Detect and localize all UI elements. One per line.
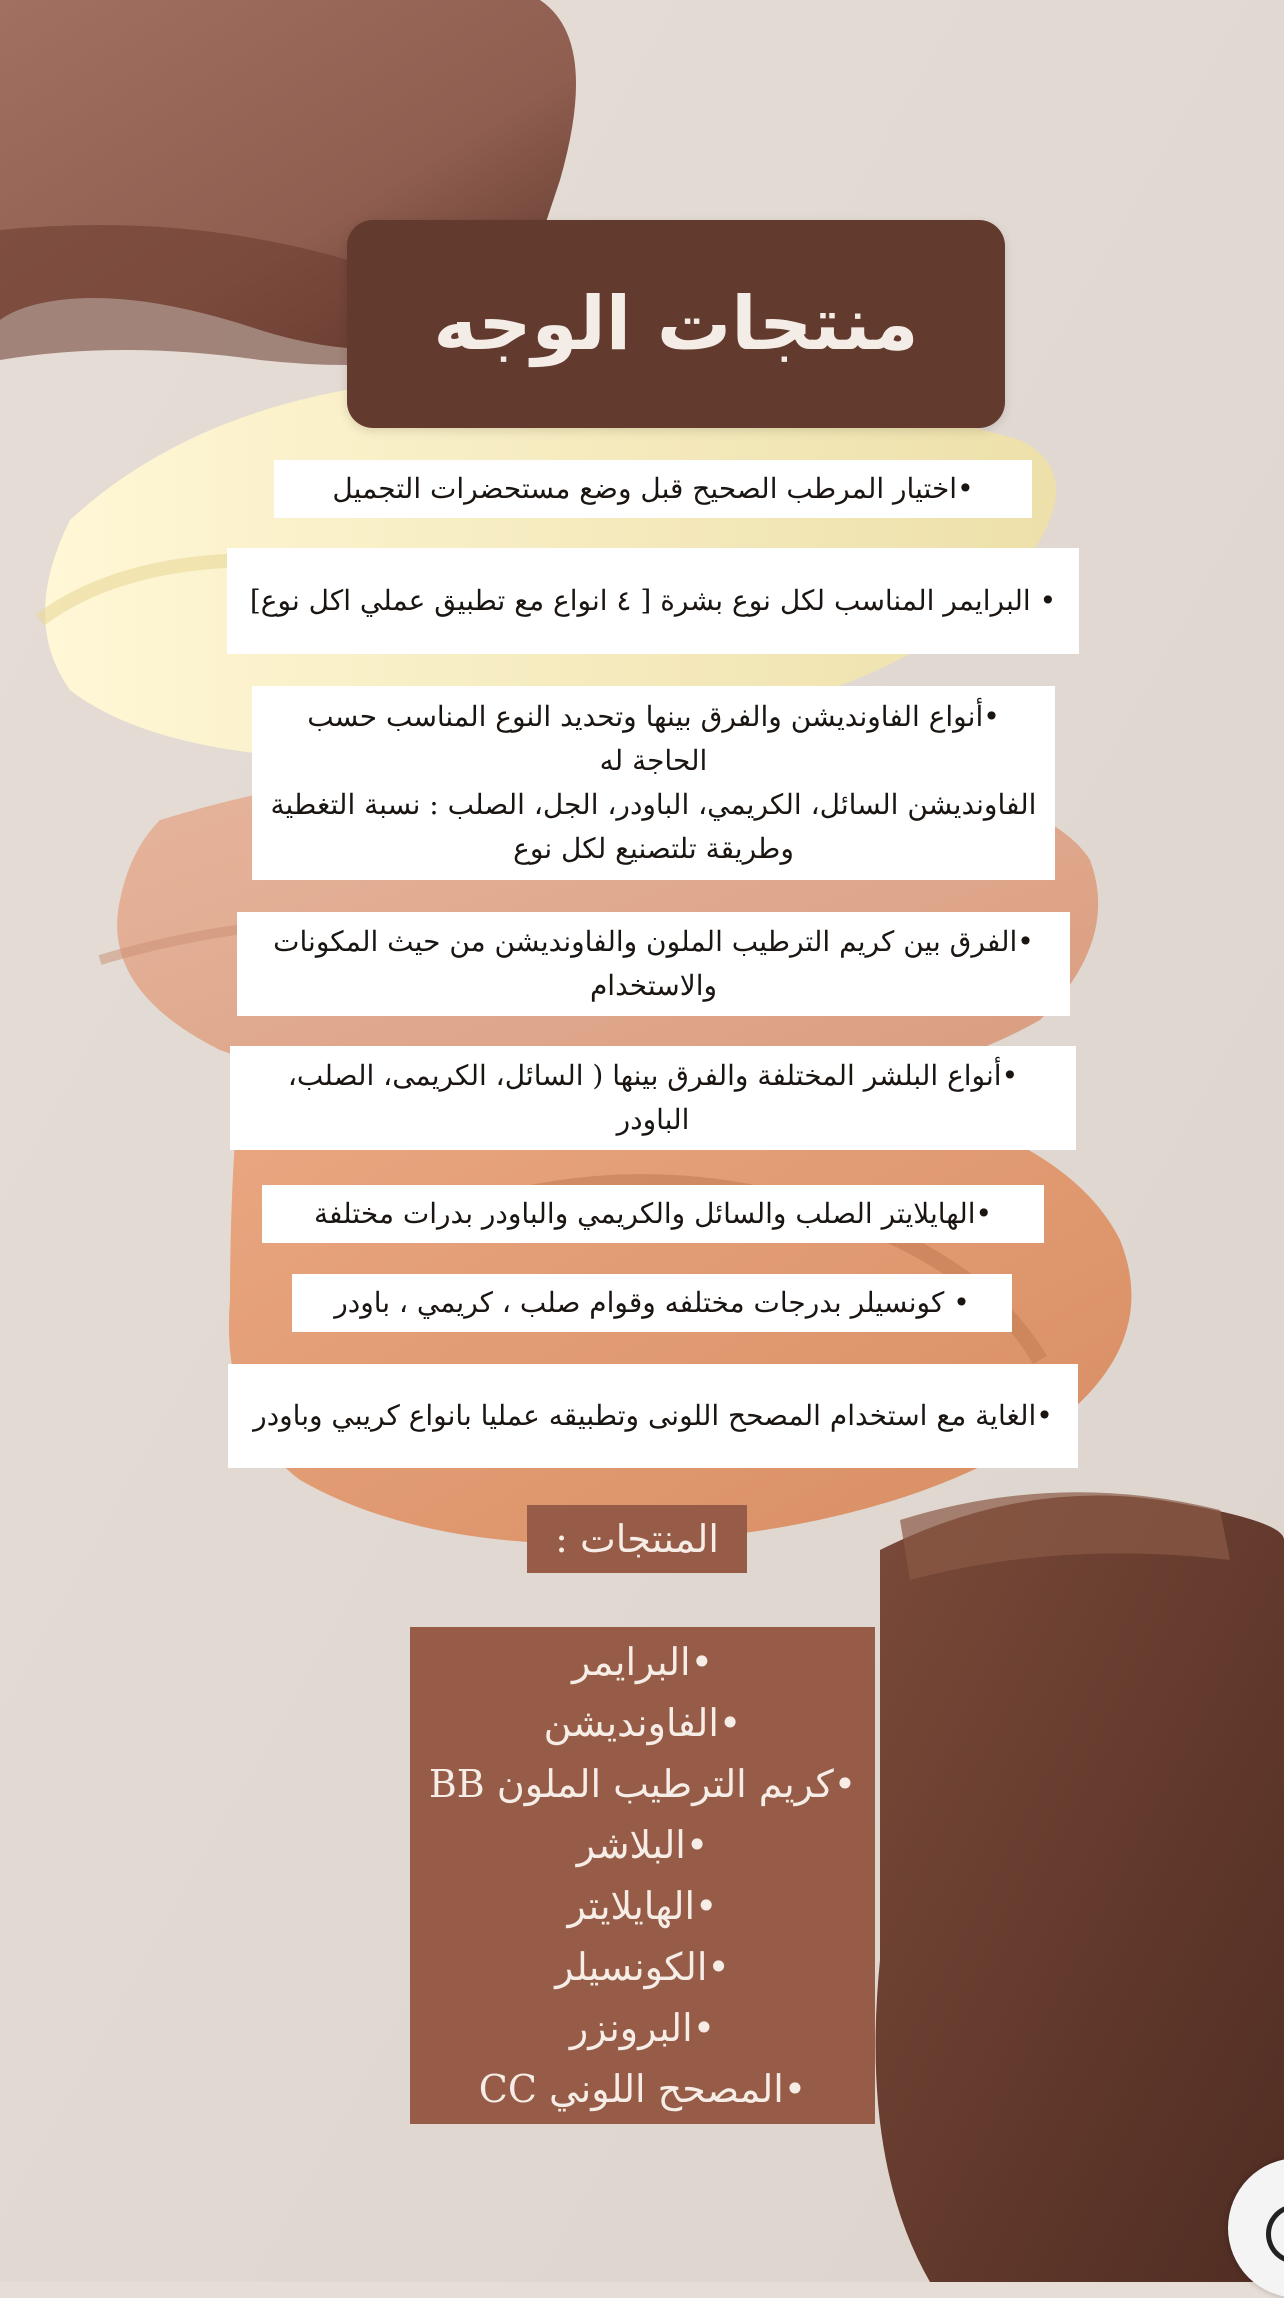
feature-item-highlighter [262,1185,1044,1243]
product-item-bronzer: •البرونزر [569,2005,716,2050]
product-item-cc-corrector: •المصحح اللوني CC [478,2066,807,2111]
product-item-blush: •البلاشر [576,1822,709,1867]
feature-text: •أنواع الفاونديشن والفرق بينها وتحديد النوع المناسب حسب الحاجة له الفاونديشن السائل، الكريمي، الباودر، الجل، الصلب : نسبة التغطية وطريقة تلتصنيع لكل نوع [270,700,1037,865]
feature-item-moisturizer [274,460,1032,518]
product-item-bb-cream: •كريم الترطيب الملون BB [428,1761,857,1806]
title-box [347,220,1005,428]
feature-item-tinted-moisturizer [237,912,1070,1016]
products-list [429,1632,856,2120]
feature-text: •أنواع البلشر المختلفة والفرق بينها ( السائل، الكريمى، الصلب، الباودر [287,1059,1019,1136]
feature-text: •الغاية مع استخدام المصحح اللونى وتطبيقه عمليا بانواع كريبي وباودر [253,1399,1053,1432]
products-list-box [410,1627,875,2124]
product-item-highlighter: •الهايلايتر [567,1883,718,1928]
feature-text: • البرايمر المناسب لكل نوع بشرة [ ٤ انواع مع تطبيق عملي اكل نوع] [249,584,1057,617]
product-item-concealer: •الكونسيلر [555,1944,730,1989]
feature-item-concealer [292,1274,1012,1332]
feature-text: •اختيار المرطب الصحيح قبل وضع مستحضرات التجميل [332,472,974,505]
product-item-primer: •البرايمر [571,1639,714,1684]
feature-item-blush [230,1046,1076,1150]
feature-item-foundation [252,686,1055,880]
feature-text: •الفرق بين كريم الترطيب الملون والفاونديشن من حيث المكونات والاستخدام [273,925,1034,1002]
feature-text: •الهايلايتر الصلب والسائل والكريمي والباودر بدرات مختلفة [313,1197,993,1230]
products-title-box [527,1505,747,1573]
page-title: منتجات الوجه [433,281,919,367]
product-item-foundation: •الفاونديشن [543,1700,742,1745]
partial-circle-icon[interactable] [1228,2158,1284,2298]
feature-item-primer [227,548,1079,654]
products-title: المنتجات : [555,1517,719,1561]
feature-item-color-corrector [228,1364,1078,1468]
feature-text: • كونسيلر بدرجات مختلفه وقوام صلب ، كريمي ، باودر [334,1286,970,1319]
